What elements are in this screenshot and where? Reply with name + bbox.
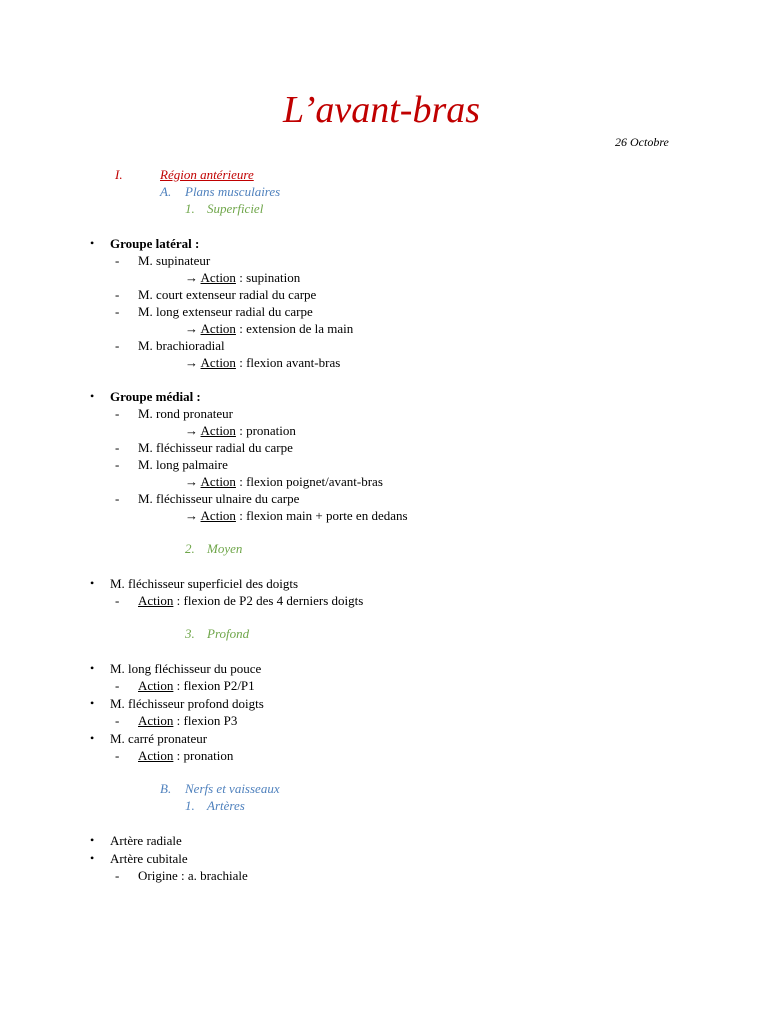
dash: - <box>115 457 120 472</box>
list-item: M. long extenseur radial du carpe <box>138 304 313 319</box>
heading-2b-number: B. <box>160 781 172 796</box>
colon: : <box>235 321 247 336</box>
arrow-icon: → <box>185 321 198 336</box>
heading-3-4-number: 1. <box>185 798 195 813</box>
action-label: Action <box>200 508 236 523</box>
list-item: M. long palmaire <box>138 457 228 472</box>
list-item: Origine : a. brachiale <box>138 868 248 883</box>
action-line <box>185 269 300 286</box>
action-label: Action <box>138 748 174 763</box>
colon: : <box>235 508 247 523</box>
list-item: M. fléchisseur radial du carpe <box>138 440 293 455</box>
action-label: Action <box>138 713 174 728</box>
date: 26 Octobre <box>615 135 669 149</box>
dash: - <box>115 406 120 421</box>
list-item: Artère radiale <box>110 833 182 848</box>
action-label: Action <box>138 593 174 608</box>
list-item: M. fléchisseur profond doigts <box>110 696 264 711</box>
heading-3-1-number: 1. <box>185 201 195 216</box>
bullet: • <box>90 731 95 745</box>
bullet: • <box>90 696 95 710</box>
dash: - <box>115 253 120 268</box>
action-text: pronation <box>246 423 296 438</box>
colon: : <box>235 423 247 438</box>
colon: : <box>235 474 247 489</box>
dash: - <box>115 868 120 883</box>
group-medial-heading: Groupe médial : <box>110 389 201 404</box>
heading-2b: Nerfs et vaisseaux <box>185 781 280 796</box>
dash: - <box>115 713 120 728</box>
dash: - <box>115 287 120 302</box>
action-label: Action <box>200 270 236 285</box>
action-text: extension de la main <box>246 321 354 336</box>
action-line <box>138 712 237 729</box>
bullet: • <box>90 833 95 847</box>
action-text: flexion main + porte en dedans <box>246 508 408 523</box>
heading-3-1: Superficiel <box>207 201 264 216</box>
list-item: M. carré pronateur <box>110 731 208 746</box>
list-item: M. fléchisseur ulnaire du carpe <box>138 491 300 506</box>
action-text: flexion poignet/avant-bras <box>246 474 383 489</box>
action-label: Action <box>200 423 236 438</box>
action-text: flexion P3 <box>183 713 238 728</box>
action-line <box>138 747 233 764</box>
heading-2a: Plans musculaires <box>185 184 281 199</box>
heading-3-2: Moyen <box>207 541 243 556</box>
heading-3-3-number: 3. <box>185 626 195 641</box>
action-label: Action <box>138 678 174 693</box>
bullet: • <box>90 661 95 675</box>
list-item: Artère cubitale <box>110 851 188 866</box>
action-line <box>138 592 363 609</box>
action-line <box>185 354 340 371</box>
dash: - <box>115 338 120 353</box>
action-text: flexion de P2 des 4 derniers doigts <box>183 593 364 608</box>
heading-1-number: I. <box>115 167 123 182</box>
bullet: • <box>90 389 95 403</box>
heading-3-3: Profond <box>207 626 250 641</box>
action-text: flexion P2/P1 <box>183 678 255 693</box>
colon: : <box>173 678 184 693</box>
arrow-icon: → <box>185 474 198 489</box>
list-item: M. rond pronateur <box>138 406 233 421</box>
colon: : <box>173 713 184 728</box>
dash: - <box>115 304 120 319</box>
list-item: M. brachioradial <box>138 338 225 353</box>
dash: - <box>115 440 120 455</box>
action-label: Action <box>200 474 236 489</box>
action-label: Action <box>200 355 236 370</box>
action-line <box>185 422 296 439</box>
bullet: • <box>90 851 95 865</box>
bullet: • <box>90 236 95 250</box>
arrow-icon: → <box>185 423 198 438</box>
colon: : <box>173 748 184 763</box>
colon: : <box>173 593 184 608</box>
bullet: • <box>90 576 95 590</box>
arrow-icon: → <box>185 270 198 285</box>
arrow-icon: → <box>185 508 198 523</box>
list-item: M. court extenseur radial du carpe <box>138 287 317 302</box>
arrow-icon: → <box>185 355 198 370</box>
colon: : <box>235 355 247 370</box>
action-text: pronation <box>183 748 234 763</box>
action-line <box>185 507 408 524</box>
action-text: flexion avant-bras <box>246 355 341 370</box>
heading-2a-number: A. <box>160 184 172 199</box>
list-item: M. supinateur <box>138 253 211 268</box>
group-lateral-heading: Groupe latéral : <box>110 236 200 251</box>
action-text: supination <box>246 270 301 285</box>
action-line <box>185 320 353 337</box>
heading-3-4: Artères <box>207 798 245 813</box>
dash: - <box>115 748 120 763</box>
heading-1: Région antérieure <box>160 167 254 182</box>
list-item: M. fléchisseur superficiel des doigts <box>110 576 299 591</box>
dash: - <box>115 678 120 693</box>
page-title: L’avant-bras <box>283 89 481 131</box>
action-line <box>138 677 255 694</box>
list-item: M. long fléchisseur du pouce <box>110 661 262 676</box>
action-line <box>185 473 383 490</box>
dash: - <box>115 491 120 506</box>
colon: : <box>235 270 247 285</box>
heading-3-2-number: 2. <box>185 541 195 556</box>
dash: - <box>115 593 120 608</box>
action-label: Action <box>200 321 236 336</box>
